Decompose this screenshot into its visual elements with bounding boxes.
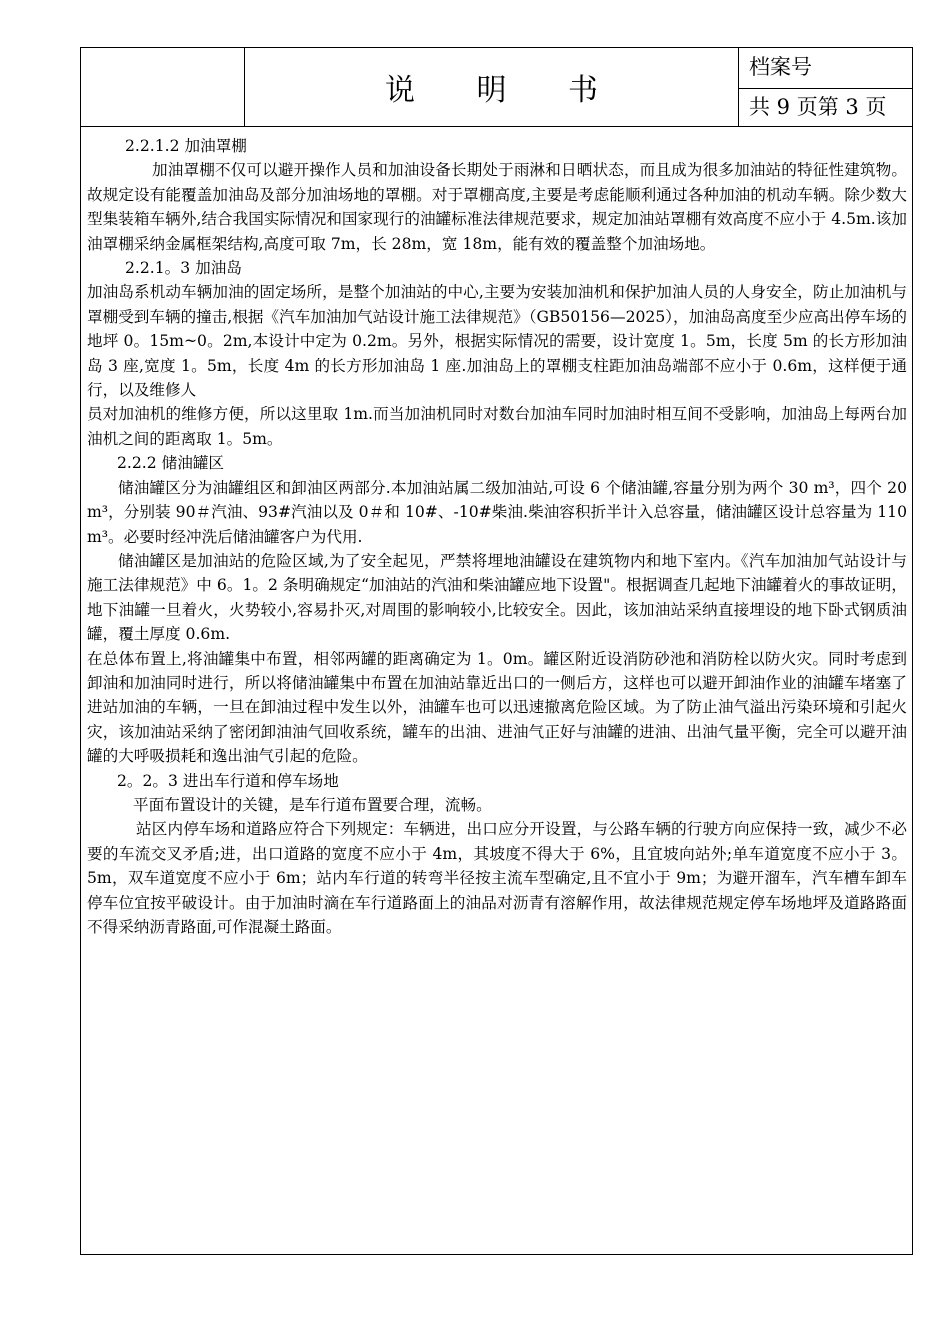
- paragraph-roads-1: 平面布置设计的关键，是车行道布置要合理，流畅。: [133, 795, 492, 814]
- paragraph-island-2: 员对加油机的维修方便，所以这里取 1m.而当加油机同时对数台加油车同时加油时相互间不受影响，加油岛上每两台加油机之间的距离取 1。5m。: [87, 405, 907, 448]
- page-count: 共 9 页第 3 页: [749, 95, 887, 119]
- paragraph-tank-area-2: 储油罐区是加油站的危险区域,为了安全起见，严禁将埋地油罐设在建筑物内和地下室内。《汽车加油加气站设计与施工法律规范》中 6。1。2 条明确规定“加油站的汽油和柴油罐应地下设置"。根据调查几起地下油罐着火的事故证明，地下油罐一旦着火，火势较小,容易扑灭,对周围的影响较小,比较安全。因此，该加油站采纳直接埋设的地下卧式钢质油罐，覆土厚度 0.6m.: [87, 551, 907, 644]
- section-heading-tank-area: 2.2.2 储油罐区: [117, 454, 225, 473]
- header-blank-cell: [81, 48, 245, 126]
- paragraph-roads-2: 站区内停车场和道路应符合下列规定：车辆进，出口应分开设置，与公路车辆的行驶方向应保持一致，减少不必要的车流交叉矛盾;进，出口道路的宽度不应小于 4m，其坡度不得大于 6%，且宜坡向站外;单车道宽度不应小于 3。5m，双车道宽度不应小于 6m；站内车行道的转弯半径按主流车型确定,且不宜小于 9m；为避开溜车，汽车槽车卸车停车位宜按平破设计。由于加油时滴在车行道路面上的油品对沥青有溶解作用，故法律规范规定停车场地坪及道路路面不得采纳沥青路面,可作混凝土路面。: [87, 820, 907, 936]
- paragraph-tank-area-3: 在总体布置上,将油罐集中布置，相邻两罐的距离确定为 1。0m。罐区附近设消防砂池和消防栓以防火灾。同时考虑到卸油和加油同时进行，所以将储油罐集中布置在加油站靠近出口的一侧后方，这样也可以避开卸油作业的油罐车堵塞了进站加油的车辆，一旦在卸油过程中发生以外，油罐车也可以迅速撤离危险区域。为了防止油气溢出污染环境和引起火灾，该加油站采纳了密闭卸油油气回收系统，罐车的出油、进油气正好与油罐的进油、出油气量平衡，完全可以避开油罐的大呼吸损耗和逸出油气引起的危险。: [87, 649, 907, 766]
- document-title: 说 明 书: [245, 48, 739, 126]
- section-heading-island: 2.2.1。3 加油岛: [125, 259, 242, 278]
- paragraph-island-1: 加油岛系机动车辆加油的固定场所，是整个加油站的中心,主要为安装加油机和保护加油人员的人身安全，防止加油机与罩棚受到车辆的撞击,根据《汽车加油加气站设计施工法律规范》（GB50156—2025），加油岛高度至少应高出停车场的地坪 0。15m~0。2m,本设计中定为 0.2m。另外，根据实际情况的需要，设计宽度 1。5m，长度 5m 的长方形加油岛 3 座,宽度 1。5m，长度 4m 的长方形加油岛 1 座.加油岛上的罩棚支柱距加油岛端部不应小于 0.6m，这样便于通行，以及维修人: [87, 283, 907, 400]
- header-info-cell: [739, 48, 912, 126]
- header-table: [81, 48, 912, 127]
- document-body: [87, 134, 907, 939]
- section-heading-roads: 2。2。3 进出车行道和停车场地: [117, 771, 339, 790]
- paragraph-tank-area-1: 储油罐区分为油罐组区和卸油区两部分.本加油站属二级加油站,可设 6 个储油罐,容量分别为两个 30 m³，四个 20 m³，分别装 90＃汽油、93#汽油以及 0＃和 10#、-10#柴油.柴油容积折半计入总容量，储油罐区设计总容量为 110 m³。必要时经冲洗后储油罐客户为代用.: [87, 478, 907, 546]
- paragraph-canopy: 加油罩棚不仅可以避开操作人员和加油设备长期处于雨淋和日晒状态，而且成为很多加油站的特征性建筑物。故规定设有能覆盖加油岛及部分加油场地的罩棚。对于罩棚高度,主要是考虑能顺利通过各种加油的机动车辆。除少数大型集装箱车辆外,结合我国实际情况和国家现行的油罐标准法律规范要求，规定加油站罩棚有效高度不应小于 4.5m.该加油罩棚采纳金属框架结构,高度可取 7m，长 28m，宽 18m，能有效的覆盖整个加油场地。: [87, 161, 907, 253]
- archive-number-label: 档案号: [739, 48, 912, 89]
- section-heading-canopy: 2.2.1.2 加油罩棚: [125, 137, 247, 155]
- document-frame: [80, 47, 913, 1255]
